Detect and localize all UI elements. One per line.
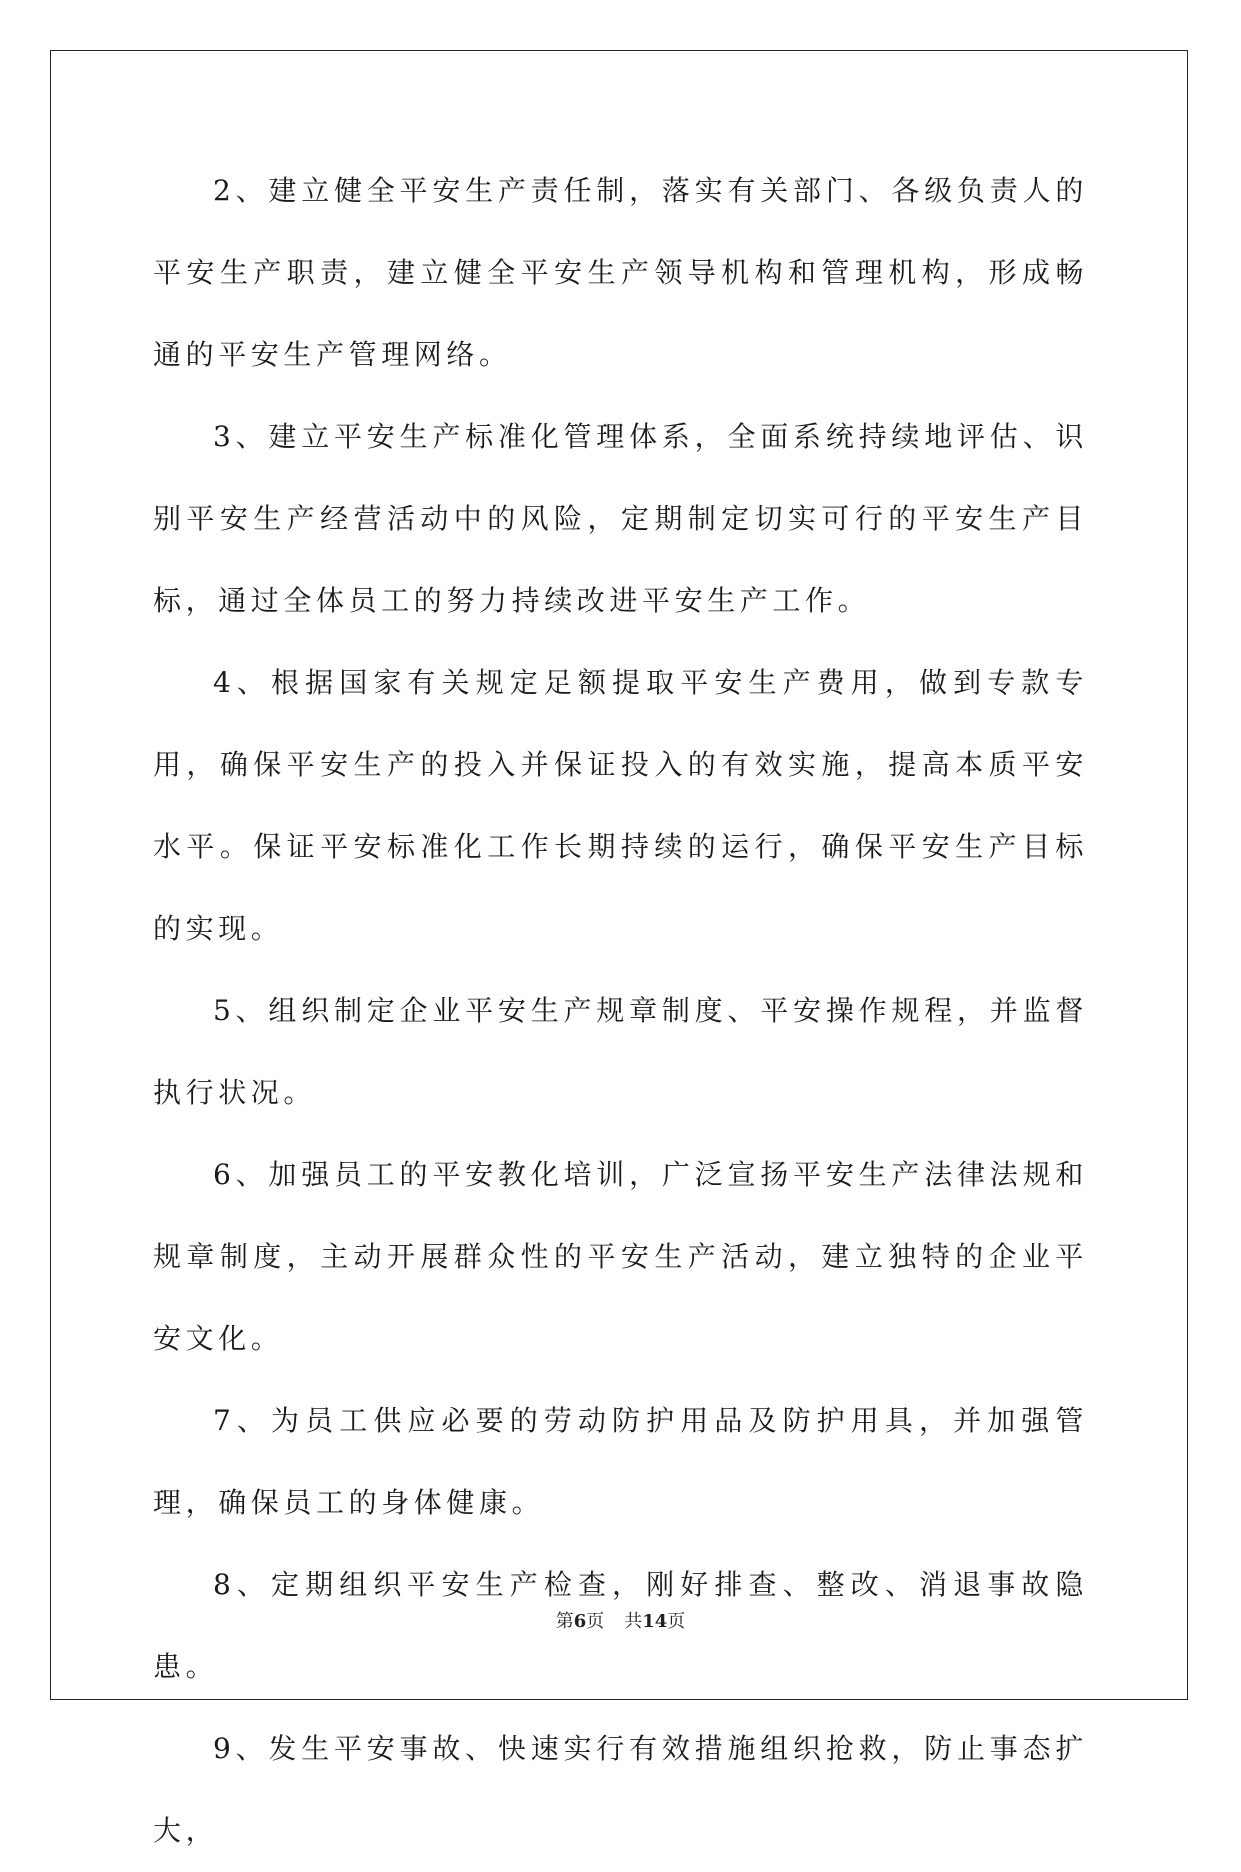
paragraph-6: 6、加强员工的平安教化培训，广泛宣扬平安生产法律法规和规章制度，主动开展群众性的平安生产活动，建立独特的企业平安文化。 [153, 1158, 1088, 1355]
paragraph-9: 9、发生平安事故、快速实行有效措施组织抢救，防止事态扩大， [153, 1732, 1088, 1847]
paragraph-5: 5、组织制定企业平安生产规章制度、平安操作规程，并监督执行状况。 [153, 994, 1088, 1109]
page-prefix: 第 [555, 1611, 574, 1632]
page-suffix: 页 [586, 1611, 605, 1632]
paragraph-3: 3、建立平安生产标准化管理体系，全面系统持续地评估、识别平安生产经营活动中的风险，定期制定切实可行的平安生产目标，通过全体员工的努力持续改进平安生产工作。 [153, 420, 1088, 617]
total-suffix: 页 [667, 1611, 686, 1632]
page-current: 6 [573, 1611, 587, 1632]
page-footer [0, 1610, 1241, 1634]
paragraph-2: 2、建立健全平安生产责任制，落实有关部门、各级负责人的平安生产职责，建立健全平安生产领导机构和管理机构，形成畅通的平安生产管理网络。 [153, 174, 1088, 371]
total-prefix: 共 [624, 1611, 643, 1632]
paragraph-8: 8、定期组织平安生产检查，刚好排查、整改、消退事故隐患。 [153, 1568, 1088, 1683]
page-total: 14 [642, 1611, 668, 1632]
paragraph-4: 4、根据国家有关规定足额提取平安生产费用，做到专款专用，确保平安生产的投入并保证投入的有效实施，提高本质平安水平。保证平安标准化工作长期持续的运行，确保平安生产目标的实现。 [153, 666, 1088, 945]
paragraph-7: 7、为员工供应必要的劳动防护用品及防护用具，并加强管理，确保员工的身体健康。 [153, 1404, 1088, 1519]
